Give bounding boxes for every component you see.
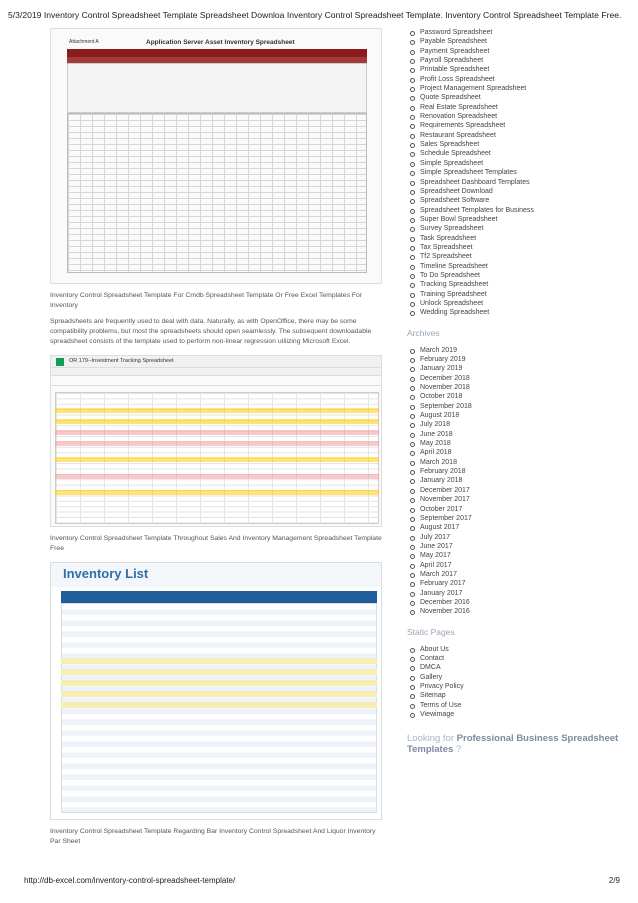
sidebar-link[interactable]: Payment Spreadsheet [407,47,627,56]
sidebar-link[interactable]: Simple Spreadsheet [407,159,627,168]
inventory-title: Inventory List [63,566,149,581]
archive-link[interactable]: January 2018 [407,476,627,485]
promo-bold: Professional Business Spreadsheet Templates [407,733,619,756]
sidebar-link[interactable]: Training Spreadsheet [407,290,627,299]
sidebar-link[interactable]: Survey Spreadsheet [407,224,627,233]
highlight-row [61,691,377,697]
static-page-link[interactable]: Viewimage [407,710,627,719]
static-page-link[interactable]: About Us [407,645,627,654]
footer-page: 2/9 [608,876,620,885]
header-band [67,49,367,57]
sidebar-link[interactable]: Printable Spreadsheet [407,65,627,74]
static-page-link[interactable]: Terms of Use [407,701,627,710]
article-column [50,28,382,847]
sidebar [407,28,627,755]
figure-caption: Inventory Control Spreadsheet Template For Cmdb Spreadsheet Template Or Free Excel Templates For Inventory [50,292,363,309]
attachment-label: Attachment A [69,39,99,45]
archive-link[interactable]: July 2017 [407,533,627,542]
highlight-row [55,474,379,479]
highlight-row [61,680,377,686]
archive-link[interactable]: November 2016 [407,607,627,616]
sidebar-link[interactable]: Spreadsheet Dashboard Templates [407,178,627,187]
archive-link[interactable]: March 2017 [407,570,627,579]
archive-link[interactable]: October 2018 [407,392,627,401]
archive-link[interactable]: September 2017 [407,514,627,523]
archive-link[interactable]: June 2017 [407,542,627,551]
archive-link[interactable]: August 2018 [407,411,627,420]
static-page-link[interactable]: Sitemap [407,691,627,700]
highlight-row [55,457,379,462]
sidebar-link[interactable]: Super Bowl Spreadsheet [407,215,627,224]
sidebar-link[interactable]: Project Management Spreadsheet [407,84,627,93]
inventory-rows [61,603,377,813]
sheets-logo-icon [56,358,64,366]
static-page-link[interactable]: Contact [407,654,627,663]
archive-link[interactable]: November 2017 [407,495,627,504]
sidebar-link[interactable]: Profit Loss Spreadsheet [407,75,627,84]
archive-link[interactable]: November 2018 [407,383,627,392]
sidebar-link[interactable]: Payroll Spreadsheet [407,56,627,65]
menu-bar [51,368,381,376]
archives-title: Archives [407,327,440,338]
archive-link[interactable]: April 2017 [407,561,627,570]
print-header: 5/3/2019 Inventory Control Spreadsheet Template Spreadsheet Downloa Inventory Control Spreadsheet Template. Inventory Control Spreadsheet Template Free. [8,10,622,20]
static-page-link[interactable]: DMCA [407,663,627,672]
highlight-row [55,408,379,413]
archive-link[interactable]: January 2017 [407,589,627,598]
highlight-row [55,441,379,446]
spreadsheet-grid [67,113,367,273]
inventory-title-bar [51,563,381,587]
highlight-row [61,702,377,708]
sidebar-link[interactable]: Quote Spreadsheet [407,93,627,102]
highlight-row [61,658,377,664]
sidebar-link[interactable]: Real Estate Spreadsheet [407,103,627,112]
archive-link[interactable]: March 2019 [407,346,627,355]
body-paragraph: Spreadsheets are frequently used to deal with data. Naturally, as with OpenOffice, there may be some compatibility problems, but most the spreadsheets should open seamlessly. The subsequent downloadable spreadsheet consists of the template used to perform non-linear regression utilizing Microsoft Excel. [50,318,372,345]
archive-link[interactable]: June 2018 [407,430,627,439]
archive-link[interactable]: July 2018 [407,420,627,429]
static-page-link[interactable]: Privacy Policy [407,682,627,691]
figure-asset-inventory[interactable] [50,28,382,284]
document-title: OR 179--Investment Tracking Spreadsheet [69,358,174,364]
sidebar-link[interactable]: Simple Spreadsheet Templates [407,168,627,177]
sidebar-link[interactable]: Spreadsheet Software [407,196,627,205]
archive-link[interactable]: August 2017 [407,523,627,532]
archive-link[interactable]: May 2018 [407,439,627,448]
archive-link[interactable]: March 2018 [407,458,627,467]
category-list [407,28,627,318]
sidebar-link[interactable]: Requirements Spreadsheet [407,121,627,130]
column-headers [67,63,367,113]
sidebar-link[interactable]: Tax Spreadsheet [407,243,627,252]
sidebar-link[interactable]: Tracking Spreadsheet [407,280,627,289]
highlight-row [61,669,377,675]
sidebar-link[interactable]: Wedding Spreadsheet [407,308,627,317]
archive-link[interactable]: January 2019 [407,364,627,373]
sidebar-link[interactable]: Tf2 Spreadsheet [407,252,627,261]
figure-caption: Inventory Control Spreadsheet Template Regarding Bar Inventory Control Spreadsheet And Liquor Inventory Par Sheet [50,828,376,845]
sidebar-link[interactable]: Payable Spreadsheet [407,37,627,46]
archive-link[interactable]: October 2017 [407,505,627,514]
sidebar-link[interactable]: Restaurant Spreadsheet [407,131,627,140]
sidebar-link[interactable]: Sales Spreadsheet [407,140,627,149]
sidebar-link[interactable]: Spreadsheet Templates for Business [407,206,627,215]
archive-link[interactable]: December 2018 [407,374,627,383]
highlight-row [55,490,379,495]
sidebar-link[interactable]: Spreadsheet Download [407,187,627,196]
figure-caption: Inventory Control Spreadsheet Template Throughout Sales And Inventory Management Spreadsheet Template Free [50,535,382,552]
sidebar-link[interactable]: Timeline Spreadsheet [407,262,627,271]
archive-link[interactable]: December 2016 [407,598,627,607]
sidebar-link[interactable]: Password Spreadsheet [407,28,627,37]
sidebar-link[interactable]: Task Spreadsheet [407,234,627,243]
figure-title: Application Server Asset Inventory Spreadsheet [146,39,295,46]
archive-link[interactable]: February 2017 [407,579,627,588]
sidebar-link[interactable]: Renovation Spreadsheet [407,112,627,121]
promo-lead: Looking for [407,733,455,745]
figure-investment-tracking[interactable] [50,355,382,527]
static-pages-list [407,645,627,720]
archive-link[interactable]: February 2019 [407,355,627,364]
sidebar-link[interactable]: Schedule Spreadsheet [407,149,627,158]
toolbar [51,376,381,386]
sidebar-link[interactable]: Unlock Spreadsheet [407,299,627,308]
highlight-row [55,419,379,424]
footer-url: http://db-excel.com/inventory-control-spreadsheet-template/ [24,876,236,885]
archive-link[interactable]: September 2018 [407,402,627,411]
app-titlebar [51,356,381,368]
promo-tail: ? [455,744,462,756]
archive-link[interactable]: December 2017 [407,486,627,495]
archive-link[interactable]: April 2018 [407,448,627,457]
archive-link[interactable]: February 2018 [407,467,627,476]
static-page-link[interactable]: Gallery [407,673,627,682]
static-pages-title: Static Pages [407,626,455,637]
column-header-row [61,591,377,603]
figure-inventory-list[interactable] [50,562,382,820]
archives-list [407,346,627,617]
sidebar-link[interactable]: To Do Spreadsheet [407,271,627,280]
highlight-row [55,430,379,435]
archive-link[interactable]: May 2017 [407,551,627,560]
promo-text[interactable] [407,733,627,755]
